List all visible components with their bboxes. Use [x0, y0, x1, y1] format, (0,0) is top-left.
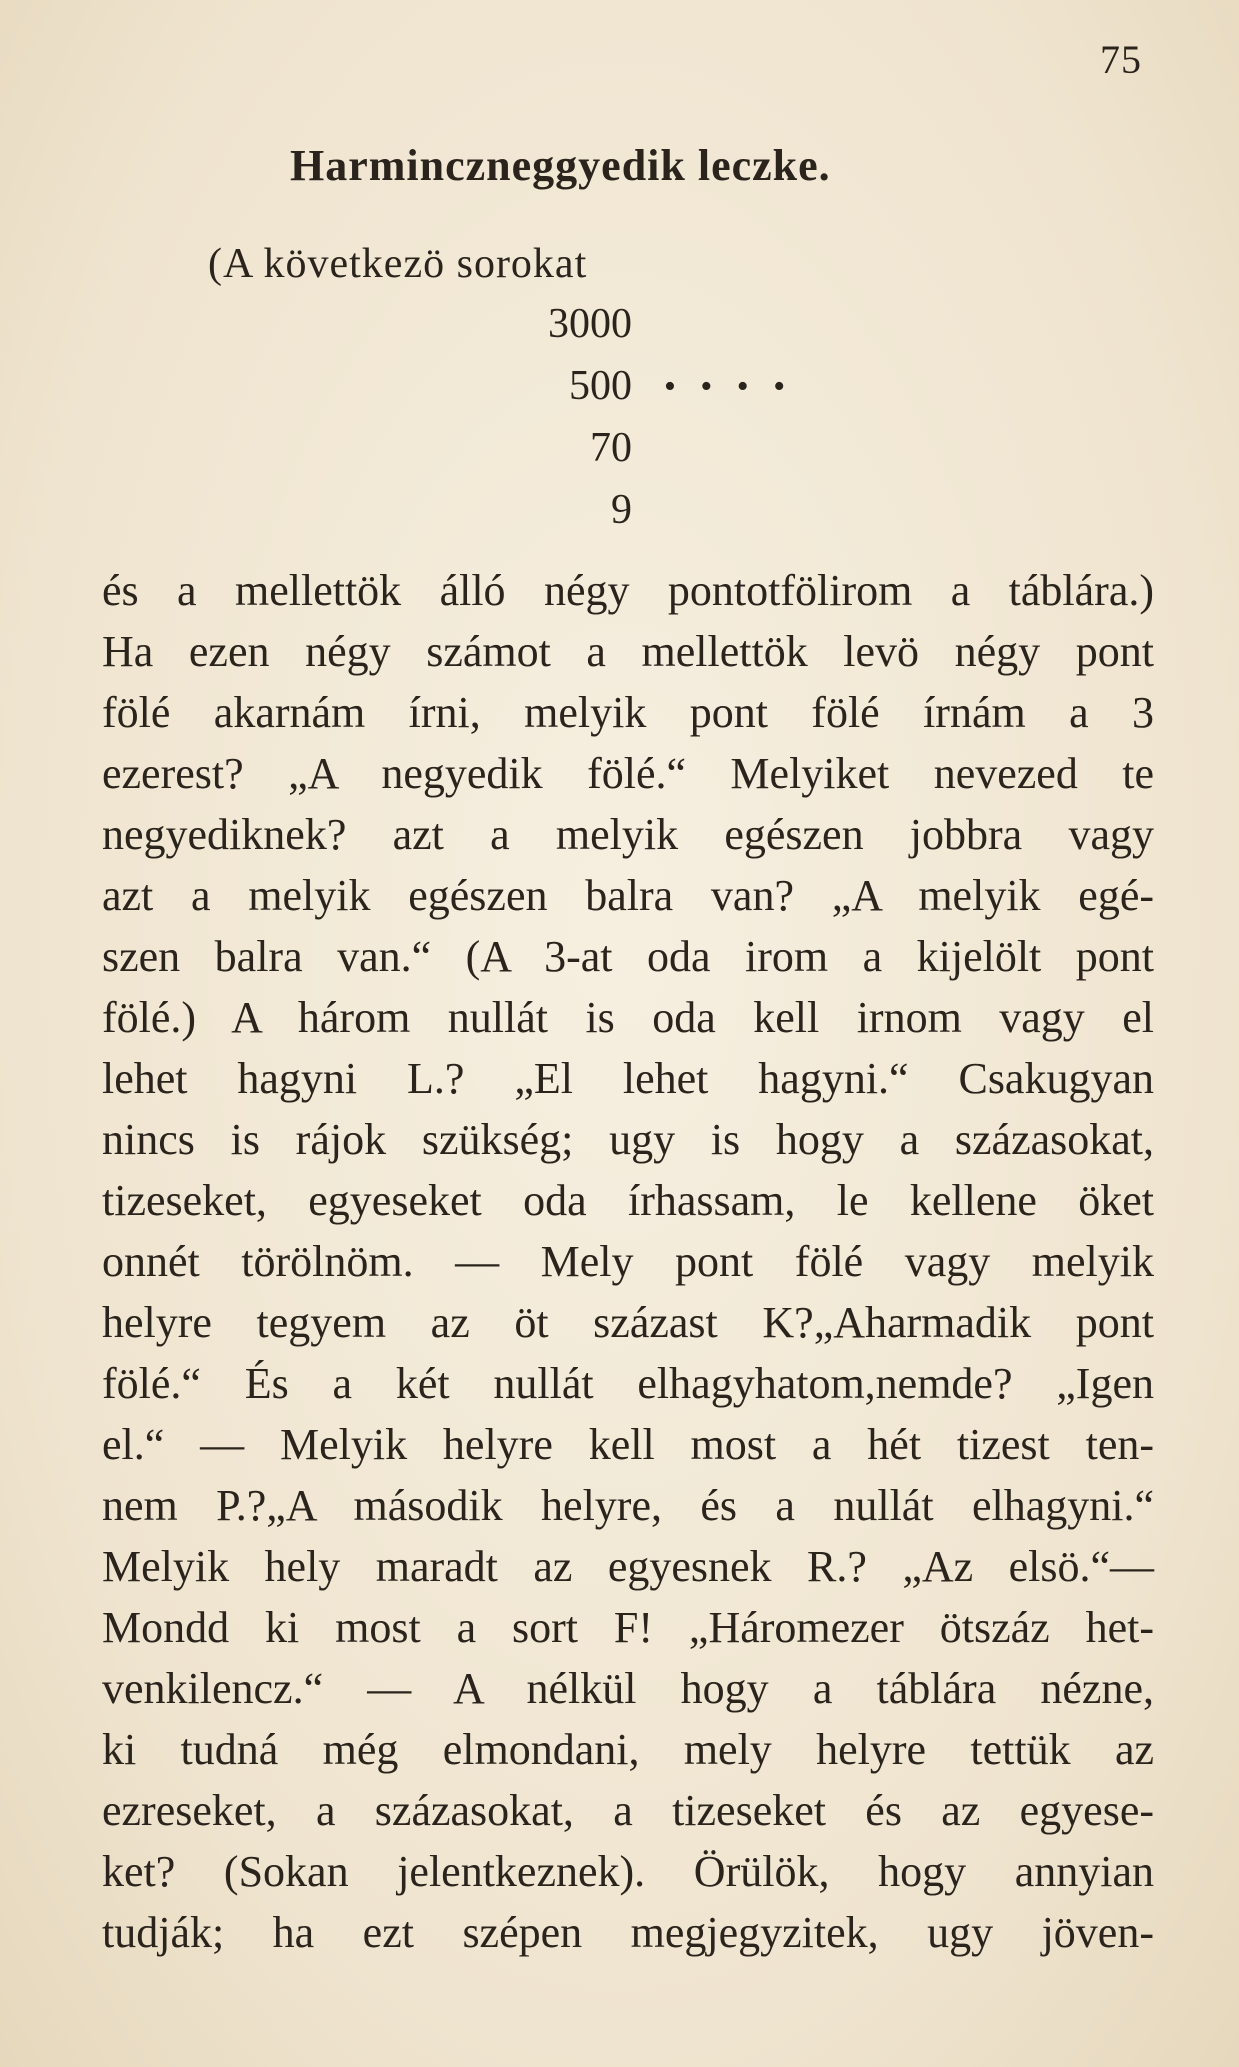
- number-3000: 3000: [548, 301, 632, 347]
- lesson-heading: Harminczneggyedik leczke.: [290, 141, 831, 190]
- number-500: 500: [569, 363, 632, 409]
- text-line: onnét törölnöm. — Mely pont fölé vagy melyik: [102, 1237, 1154, 1286]
- text-line: fölé.) A három nullát is oda kell irnom vagy el: [102, 993, 1154, 1042]
- text-line: és a mellettök álló négy pontotfölirom a táblára.): [102, 566, 1154, 615]
- text-line: negyediknek? azt a melyik egészen jobbra vagy: [102, 810, 1154, 859]
- page-number: 75: [1100, 37, 1142, 82]
- text-line: ket? (Sokan jelentkeznek). Örülök, hogy annyian: [102, 1847, 1154, 1896]
- text-line: fölé.“ És a két nullát elhagyhatom,nemde? „Igen: [102, 1359, 1154, 1408]
- text-line: nem P.?„A második helyre, és a nullát elhagyni.“: [102, 1481, 1154, 1530]
- intro-text: (A következö sorokat: [208, 241, 588, 287]
- text-line: ezerest? „A negyedik fölé.“ Melyiket nevezed te: [102, 749, 1154, 798]
- text-line: venkilencz.“ — A nélkül hogy a táblára nézne,: [102, 1664, 1154, 1713]
- text-line: fölé akarnám írni, melyik pont fölé írnám a 3: [102, 688, 1154, 737]
- text-line: azt a melyik egészen balra van? „A melyik egé-: [102, 871, 1154, 920]
- text-line: nincs is rájok szükség; ugy is hogy a százasokat,: [102, 1115, 1154, 1164]
- body-paragraph: [102, 560, 1154, 1963]
- text-line: el.“ — Melyik helyre kell most a hét tizest ten-: [102, 1420, 1154, 1469]
- text-line: tizeseket, egyeseket oda írhassam, le kellene öket: [102, 1176, 1154, 1225]
- number-70: 70: [590, 425, 632, 471]
- text-line: Mondd ki most a sort F! „Háromezer ötszáz het-: [102, 1603, 1154, 1652]
- text-line: szen balra van.“ (A 3-at oda irom a kijelölt pont: [102, 932, 1154, 981]
- text-line: Ha ezen négy számot a mellettök levö négy pont: [102, 627, 1154, 676]
- text-line: Melyik hely maradt az egyesnek R.? „Az elsö.“—: [102, 1542, 1154, 1591]
- text-line: lehet hagyni L.? „El lehet hagyni.“ Csakugyan: [102, 1054, 1154, 1103]
- number-9: 9: [611, 487, 632, 533]
- text-line: ki tudná még elmondani, mely helyre tettük az: [102, 1725, 1154, 1774]
- text-line: ezreseket, a százasokat, a tizeseket és az egyese-: [102, 1786, 1154, 1835]
- four-dots: • • • •: [664, 368, 794, 405]
- text-line: helyre tegyem az öt százast K?„Aharmadik pont: [102, 1298, 1154, 1347]
- text-line: tudják; ha ezt szépen megjegyzitek, ugy jöven-: [102, 1908, 1154, 1957]
